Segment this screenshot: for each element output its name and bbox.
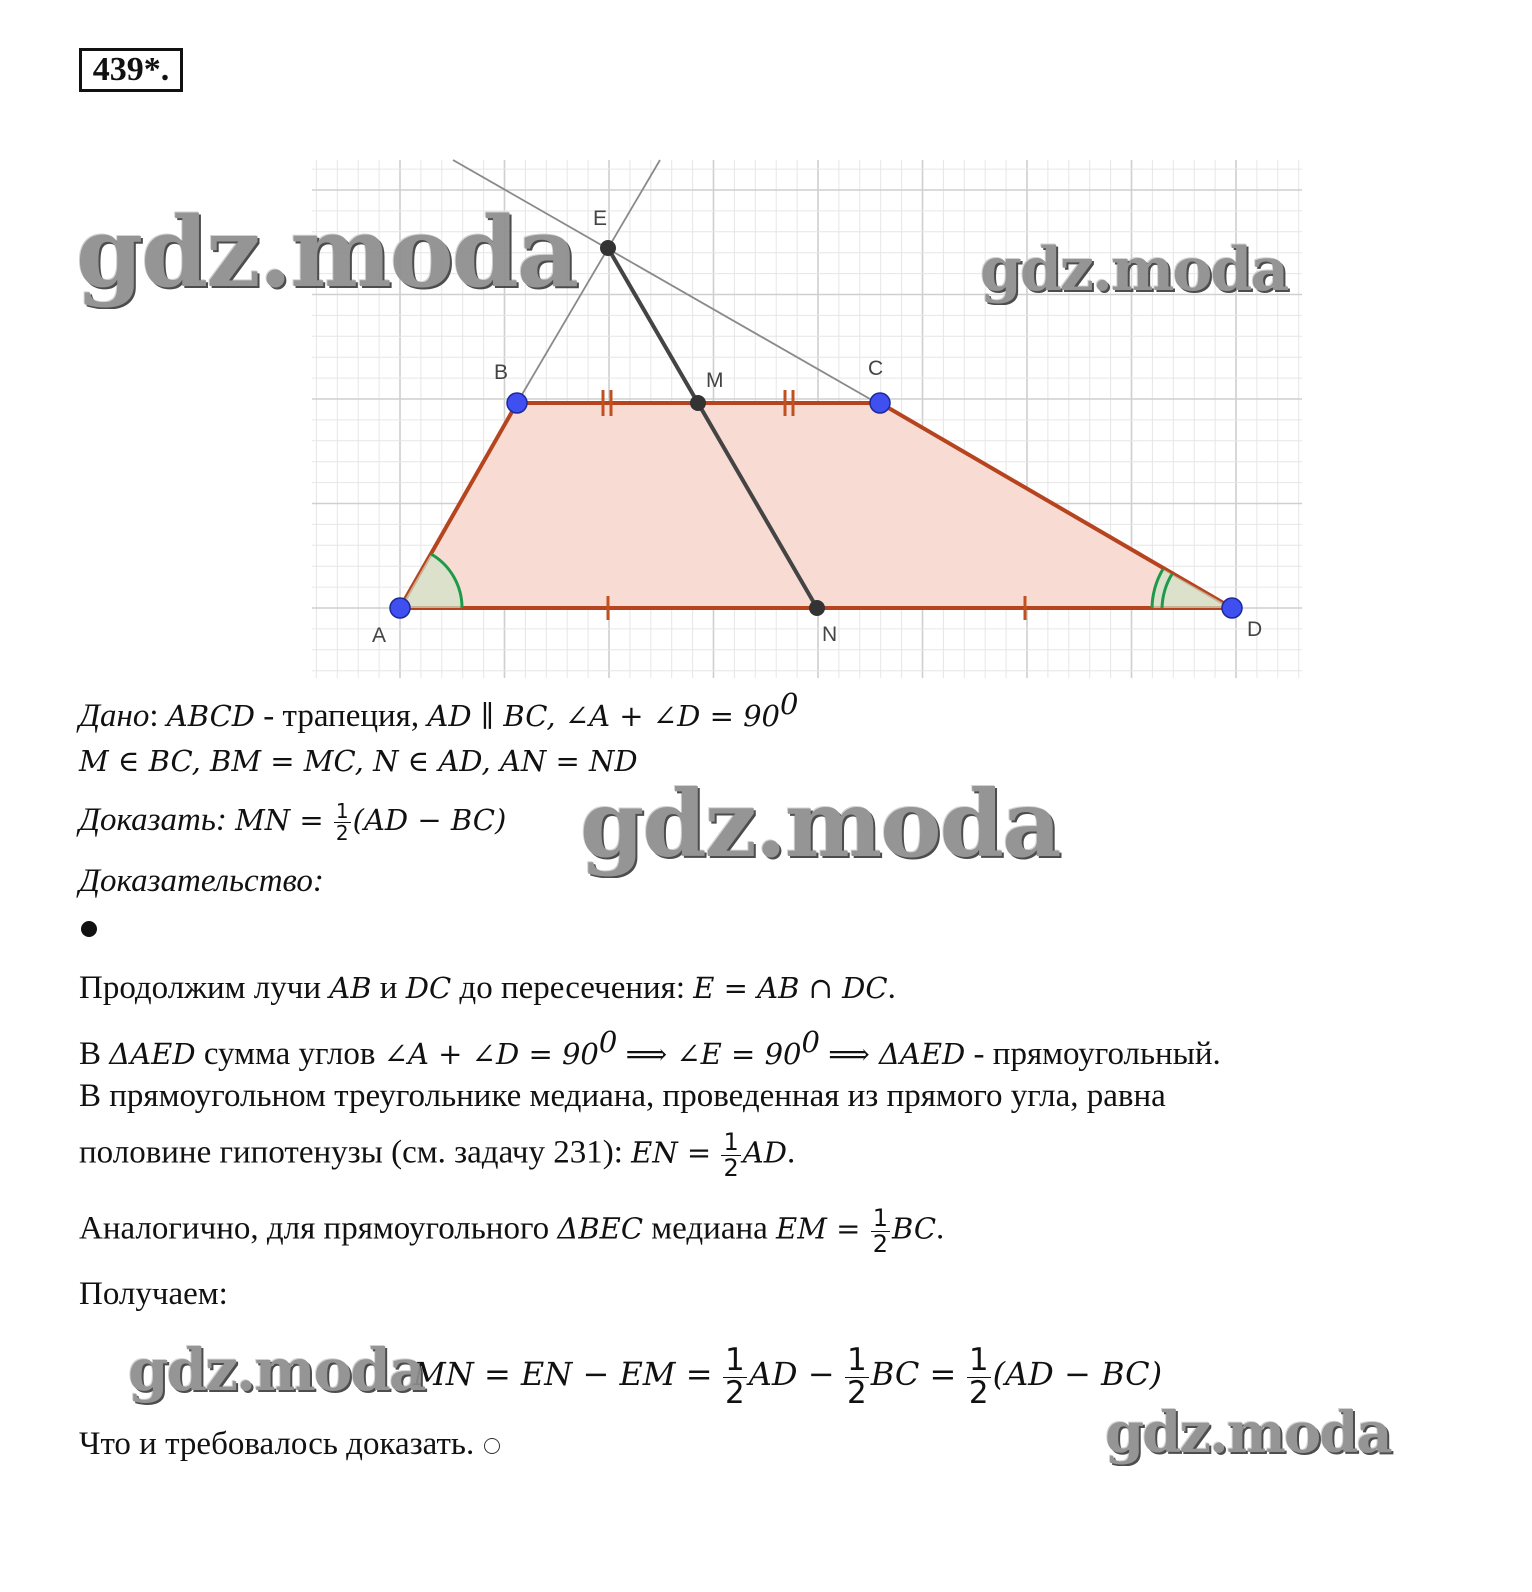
prove-lhs: MN = <box>235 803 324 837</box>
proof-line-2: В ΔAED сумма углов ∠A + ∠D = $90^0$ ⟹ ∠E = $90^0$ ⟹ ΔAED - прямоугольный. <box>79 1025 1221 1072</box>
label-m: M <box>706 369 724 392</box>
trapezoid-abcd <box>400 403 1232 608</box>
given-figure: ABCD <box>166 699 256 733</box>
point-a <box>390 598 410 618</box>
bullet-icon <box>81 921 97 937</box>
prove-line <box>79 799 507 846</box>
watermark: gdz.moda <box>1105 1400 1391 1466</box>
en-fraction: $\frac{1}{2}$ <box>723 1128 739 1182</box>
given-condition-1: AD ∥ BC, ∠A + ∠D = 90 <box>427 699 781 733</box>
proof-line-6: Получаем: <box>79 1276 228 1312</box>
given-condition-2: M ∈ BC, BM = MC, N ∈ AD, AN = ND <box>79 744 638 778</box>
given-line-1: Дано: ABCD - трапеция, AD ∥ BC, ∠A + ∠D = $90^0$ <box>79 687 799 734</box>
em-fraction: $\frac{1}{2}$ <box>872 1204 888 1258</box>
point-n <box>809 600 825 616</box>
point-b <box>507 393 527 413</box>
point-e <box>600 240 616 256</box>
prove-label: Доказать: <box>79 802 227 838</box>
prove-fraction: $\frac{1}{2}$ <box>335 799 349 846</box>
final-equation: MN = EN − EM = $\frac{1}{2}$ AD − $\frac{1}{2}$ BC = $\frac{1}{2}$ (AD − BC) <box>413 1342 1163 1411</box>
label-d: D <box>1247 618 1263 641</box>
proof-line-4: половине гипотенузы (см. задачу 231): EN = $\frac{1}{2}$ AD. <box>79 1128 796 1182</box>
geometry-figure <box>0 0 1532 700</box>
label-c: C <box>868 357 884 380</box>
point-m <box>690 395 706 411</box>
given-word: - трапеция, <box>263 698 420 734</box>
given-label: Дано <box>79 698 150 734</box>
proof-label: Доказательство: <box>79 863 324 899</box>
label-a: A <box>372 624 387 647</box>
problem-number: 439*. <box>79 48 183 92</box>
label-b: B <box>494 361 509 384</box>
watermark: gdz.moda <box>580 770 1060 878</box>
qed-circle-icon <box>484 1438 500 1454</box>
prove-rhs: (AD − BC) <box>352 803 507 837</box>
watermark: gdz.moda <box>128 1336 425 1404</box>
point-c <box>870 393 890 413</box>
watermark: gdz.moda <box>980 235 1288 305</box>
label-e: E <box>593 207 608 230</box>
given-line-2 <box>79 741 638 781</box>
proof-line-1: Продолжим лучи AB и DC до пересечения: E = AB ∩ DC. <box>79 970 896 1006</box>
label-n: N <box>822 623 838 646</box>
proof-line-3: В прямоугольном треугольнике медиана, проведенная из прямого угла, равна <box>79 1078 1166 1114</box>
given-degree: 0 <box>780 687 799 721</box>
proof-line-5: Аналогично, для прямоугольного ΔBEC медиана EM = $\frac{1}{2}$ BC. <box>79 1204 945 1258</box>
point-d <box>1222 598 1242 618</box>
conclusion-line: Что и требовалось доказать. <box>79 1424 500 1464</box>
watermark: gdz.moda <box>76 196 578 309</box>
